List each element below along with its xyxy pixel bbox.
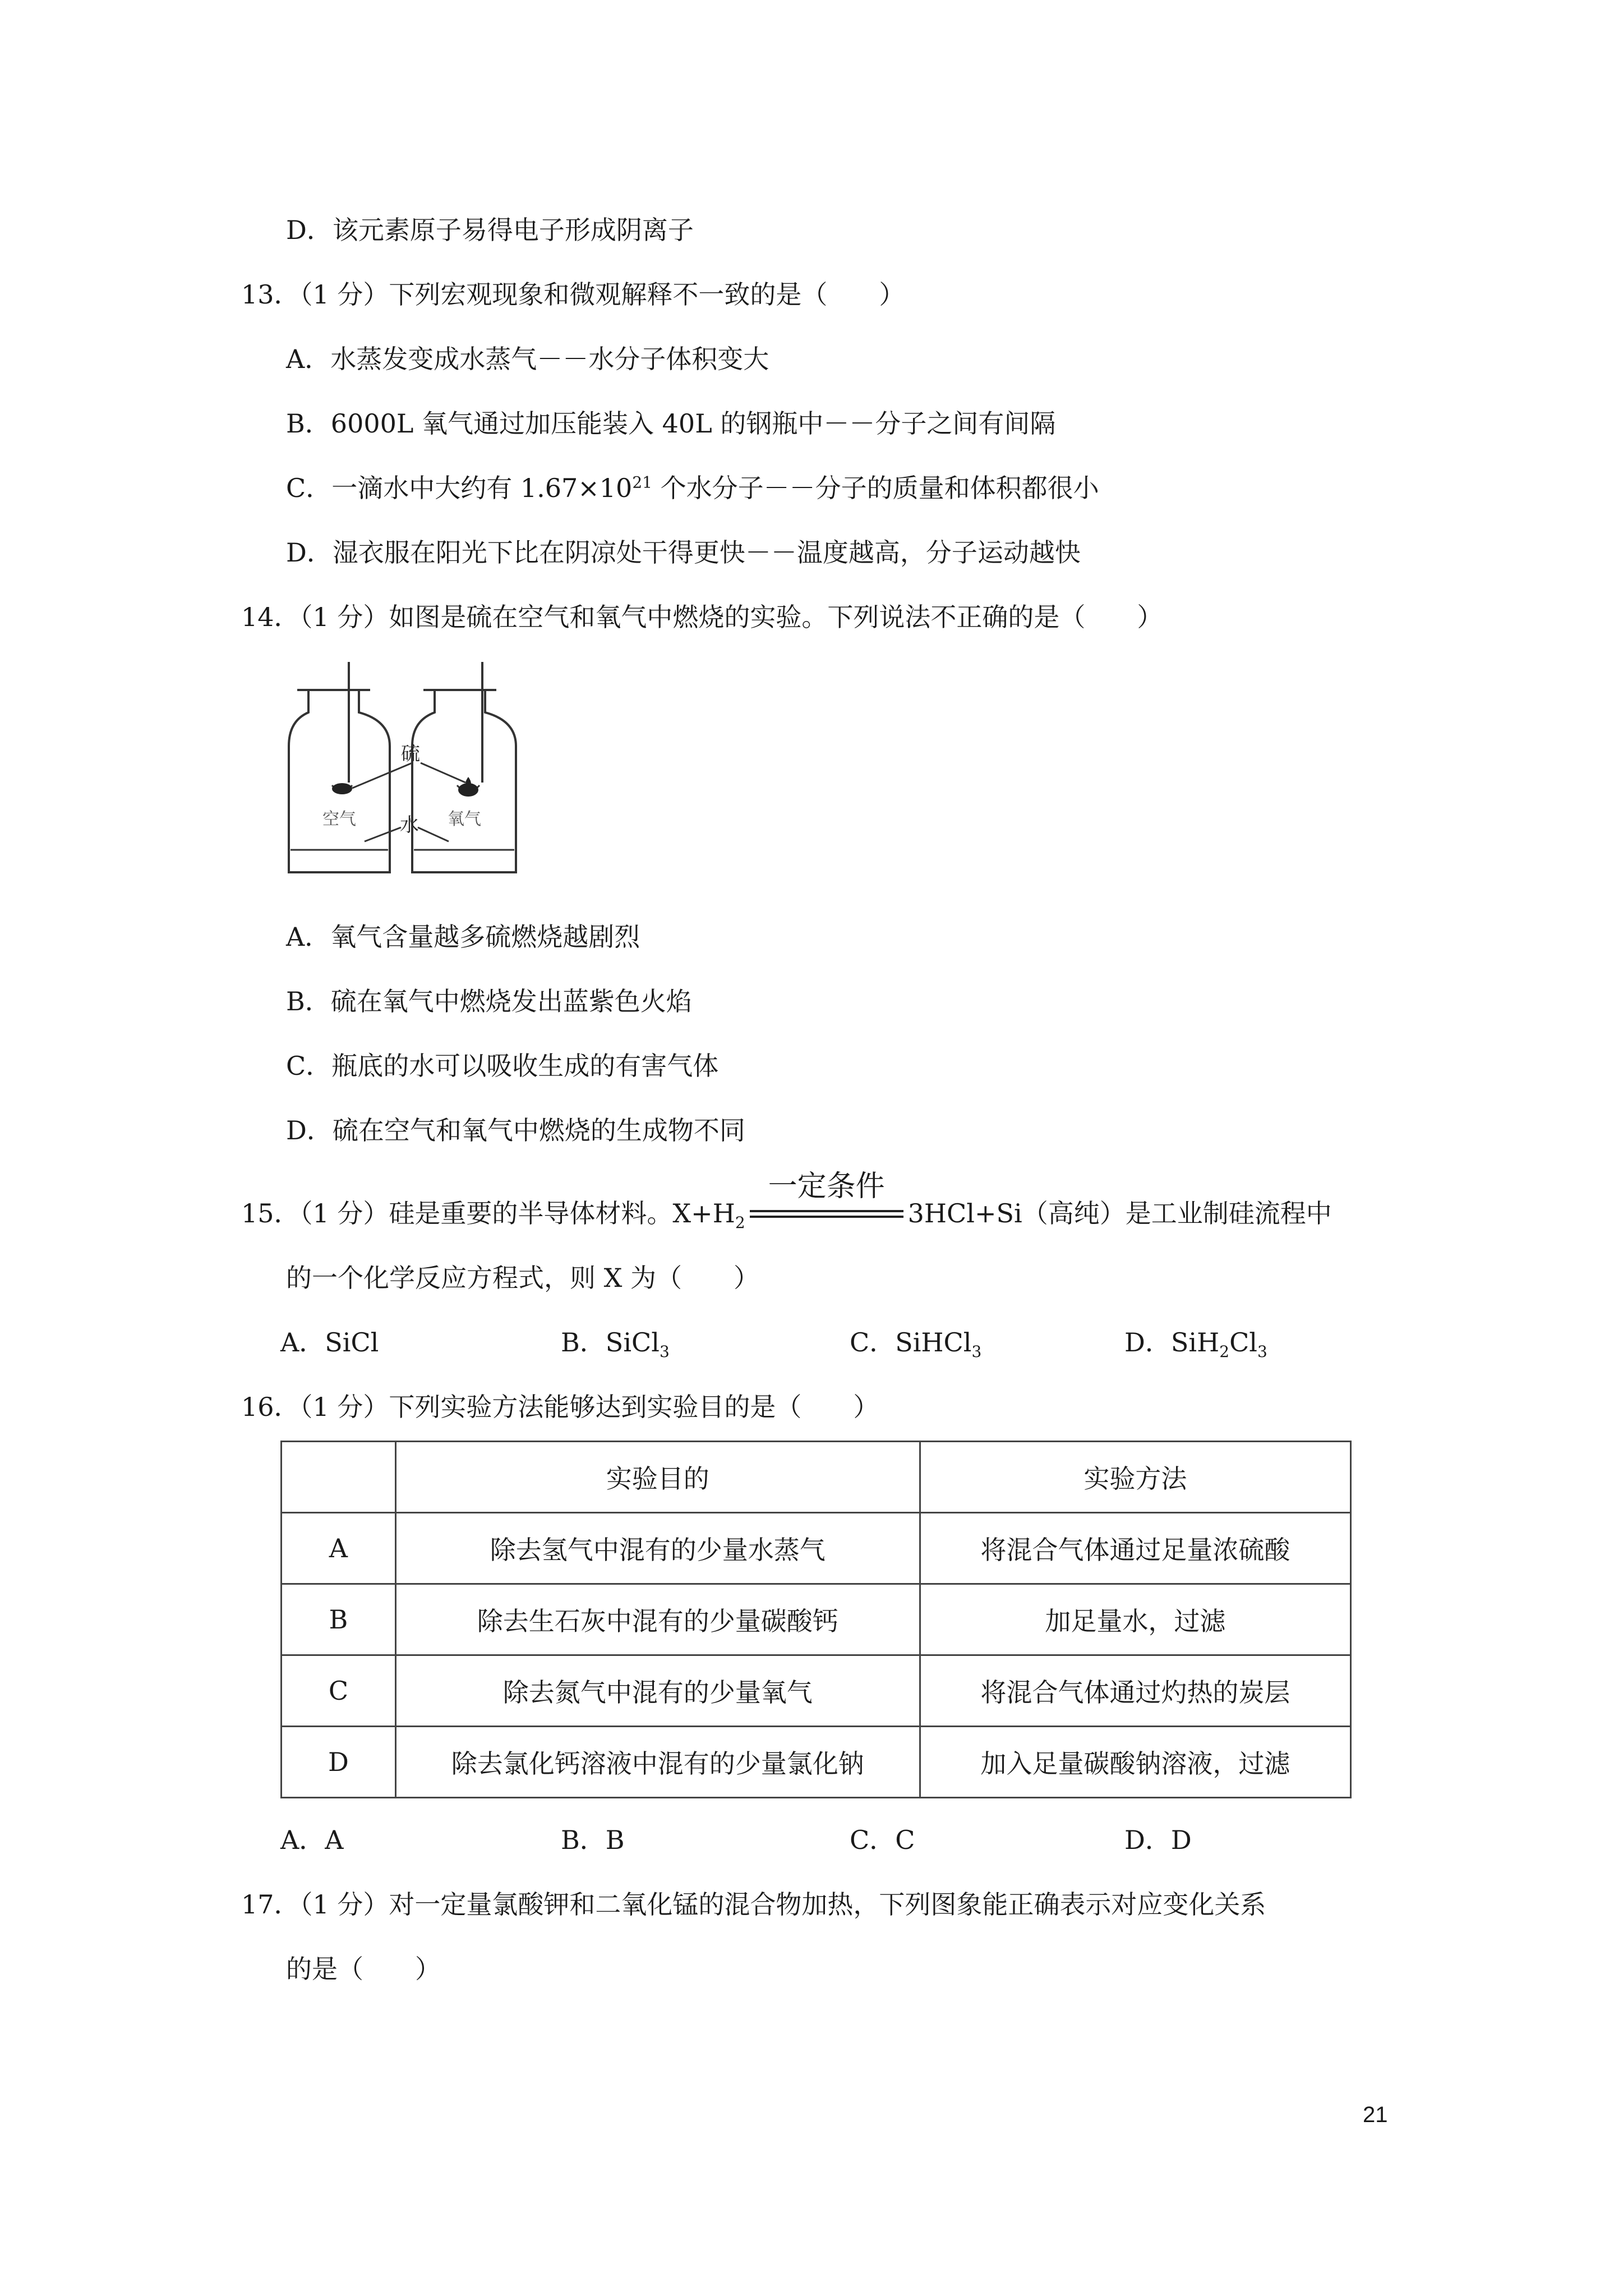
q15-stem-suffix: 3HCl+Si（高纯）是工业制硅流程中 [907, 1198, 1332, 1228]
q14-stem: 14．（1 分）如图是硫在空气和氧气中燃烧的实验。下列说法不正确的是（ ） [241, 602, 1163, 632]
q13-option-c-suffix: 个水分子－－分子的质量和体积都很小 [652, 473, 1099, 503]
table-row [282, 1584, 1351, 1655]
q13-option-d: D．湿衣服在阳光下比在阴凉处干得更快－－温度越高，分子运动越快 [286, 537, 1081, 568]
q16-option-d: D．D [1124, 1825, 1192, 1855]
table-cell: 除去生石灰中混有的少量碳酸钙 [395, 1584, 920, 1655]
q15-h2-subscript: 2 [735, 1213, 745, 1232]
q15-stem [241, 1170, 1332, 1232]
table-cell: 除去氯化钙溶液中混有的少量氯化钠 [395, 1727, 920, 1798]
q13-option-a: A．水蒸发变成水蒸气－－水分子体积变大 [286, 344, 769, 374]
table-header-cell [282, 1442, 396, 1513]
q16-option-c: C．C [850, 1825, 915, 1855]
q17-stem-line2: 的是（ ） [286, 1954, 441, 1984]
label-oxygen: 氧气 [448, 809, 481, 829]
q15-option-c-text: C．SiHCl [850, 1327, 972, 1358]
q15-option-d-text-2: Cl [1229, 1327, 1257, 1358]
table-header-cell: 实验目的 [395, 1442, 920, 1513]
q13-stem: 13．（1 分）下列宏观现象和微观解释不一致的是（ ） [241, 279, 905, 310]
sulfur-combustion-diagram [286, 656, 544, 892]
q15-option-d [1124, 1326, 1267, 1359]
q13-option-c-exponent: 21 [632, 473, 652, 492]
q15-option-b-text: B．SiCl [561, 1327, 660, 1358]
table-cell: 将混合气体通过灼热的炭层 [920, 1655, 1350, 1727]
q13-option-b: B．6000L 氧气通过加压能装入 40L 的钢瓶中－－分子之间有间隔 [286, 408, 1056, 439]
q15-option-a: A．SiCl [280, 1327, 379, 1358]
table-cell: B [282, 1584, 396, 1655]
q16-stem: 16．（1 分）下列实验方法能够达到实验目的是（ ） [241, 1392, 879, 1422]
q15-option-b-subscript: 3 [659, 1342, 670, 1361]
table-cell: C [282, 1655, 396, 1727]
label-water: 水 [400, 814, 419, 836]
q15-option-b [561, 1326, 670, 1359]
table-row [282, 1655, 1351, 1727]
q13-option-c [286, 471, 1099, 505]
table-cell: 加足量水，过滤 [920, 1584, 1350, 1655]
q15-option-c [850, 1326, 981, 1359]
q15-option-d-subscript-2: 3 [1257, 1342, 1267, 1361]
label-sulfur: 硫 [401, 743, 420, 765]
label-air: 空气 [322, 809, 356, 829]
q17-stem: 17．（1 分）对一定量氯酸钾和二氧化锰的混合物加热，下列图象能正确表示对应变化关系 [241, 1889, 1266, 1920]
q15-option-d-text: D．SiH [1124, 1327, 1220, 1358]
experiment-table [280, 1441, 1352, 1798]
q15-option-c-subscript: 3 [971, 1342, 982, 1361]
q14-option-d: D．硫在空气和氧气中燃烧的生成物不同 [286, 1115, 745, 1145]
table-header-cell: 实验方法 [920, 1442, 1350, 1513]
q16-option-a: A．A [280, 1825, 344, 1855]
table-cell: 除去氢气中混有的少量水蒸气 [395, 1513, 920, 1584]
q12-option-d: D．该元素原子易得电子形成阴离子 [286, 215, 694, 245]
q15-stem-line2: 的一个化学反应方程式，则 X 为（ ） [286, 1263, 759, 1293]
table-row [282, 1727, 1351, 1798]
table-cell: 将混合气体通过足量浓硫酸 [920, 1513, 1350, 1584]
q14-option-b: B．硫在氧气中燃烧发出蓝紫色火焰 [286, 986, 692, 1016]
q14-option-c: C．瓶底的水可以吸收生成的有害气体 [286, 1051, 719, 1081]
q15-stem-prefix: 15．（1 分）硅是重要的半导体材料。X+H [241, 1198, 735, 1228]
reaction-condition-arrow [745, 1170, 908, 1230]
reaction-condition-label: 一定条件 [768, 1170, 885, 1203]
q14-option-a: A．氧气含量越多硫燃烧越剧烈 [286, 922, 640, 952]
table-row [282, 1513, 1351, 1584]
table-header-row [282, 1442, 1351, 1513]
q16-option-b: B．B [561, 1825, 625, 1855]
table-cell: 除去氮气中混有的少量氧气 [395, 1655, 920, 1727]
sulfur-lump-left [332, 783, 352, 794]
table-cell: 加入足量碳酸钠溶液，过滤 [920, 1727, 1350, 1798]
q15-option-d-subscript-1: 2 [1219, 1342, 1230, 1361]
table-cell: A [282, 1513, 396, 1584]
page-number: 21 [1363, 2102, 1388, 2127]
q13-option-c-prefix: C．一滴水中大约有 1.67×10 [286, 473, 633, 503]
table-cell: D [282, 1727, 396, 1798]
